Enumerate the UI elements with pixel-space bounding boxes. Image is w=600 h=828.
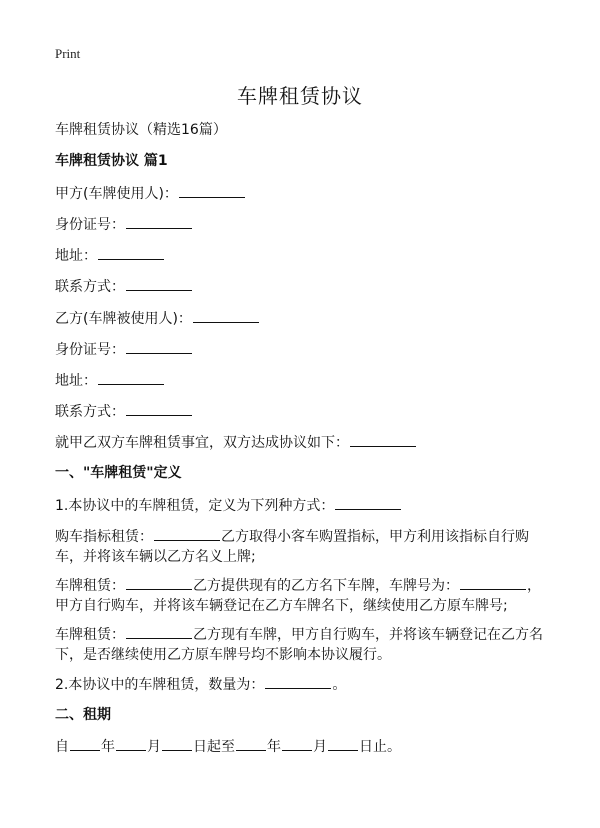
party-b-blank xyxy=(193,308,259,323)
indicator-rental-label: 购车指标租赁： xyxy=(55,529,153,545)
clause-plate-rental-2 xyxy=(55,624,547,665)
indicator-rental-text: 乙方取得小客车购置指标，甲方利用该指标自行购车，并将该车辆以乙方名义上牌; xyxy=(55,529,529,565)
end-month-blank xyxy=(282,736,312,751)
start-year-blank xyxy=(70,736,100,751)
clause-1-text: 1.本协议中的车牌租赁，定义为下列种方式： xyxy=(55,498,335,514)
term-month-2: 月 xyxy=(313,739,327,755)
start-month-blank xyxy=(116,736,146,751)
clause-indicator-rental xyxy=(55,526,547,567)
party-b-label: 乙方(车牌被使用人)： xyxy=(55,311,192,327)
print-link[interactable]: Print xyxy=(55,46,81,61)
plate-number-blank xyxy=(460,575,526,590)
term-from: 自 xyxy=(55,739,69,755)
party-a-line xyxy=(55,183,555,204)
contact-a-blank xyxy=(126,276,192,291)
term-line xyxy=(55,736,555,757)
heading-term: 二、租期 xyxy=(55,707,111,723)
addr-a-blank xyxy=(98,245,164,260)
section-heading: 车牌租赁协议 篇1 xyxy=(55,153,168,169)
clause-2-line xyxy=(55,674,555,695)
intro-blank xyxy=(350,432,416,447)
document-subtitle: 车牌租赁协议（精选16篇） xyxy=(55,122,227,138)
end-year-blank xyxy=(236,736,266,751)
addr-b-blank xyxy=(98,370,164,385)
plate-rental-2-text: 乙方现有车牌，甲方自行购车，并将该车辆登记在乙方名下，是否继续使用乙方原车牌号均不影响本协议履行。 xyxy=(55,627,543,663)
intro-line xyxy=(55,432,555,453)
contact-b-label: 联系方式： xyxy=(55,404,125,420)
clause-2-text: 2.本协议中的车牌租赁，数量为： xyxy=(55,677,265,693)
contact-a-label: 联系方式： xyxy=(55,279,125,295)
term-year-2: 年 xyxy=(267,739,281,755)
id-b-line xyxy=(55,339,555,360)
id-a-line xyxy=(55,214,555,235)
clause-1-blank xyxy=(335,495,401,510)
addr-a-label: 地址： xyxy=(55,248,97,264)
term-year-1: 年 xyxy=(101,739,115,755)
id-a-label: 身份证号： xyxy=(55,217,125,233)
indicator-rental-blank xyxy=(154,526,220,541)
plate-rental-1-tail: ，甲方自行购车，并将该车辆登记在乙方车牌名下，继续使用乙方原车牌号; xyxy=(55,578,541,614)
party-b-line xyxy=(55,308,555,329)
contact-b-blank xyxy=(126,401,192,416)
plate-rental-2-blank xyxy=(126,624,192,639)
clause-plate-rental-1 xyxy=(55,575,547,616)
plate-rental-1-text: 乙方提供现有的乙方名下车牌，车牌号为： xyxy=(193,578,459,594)
term-day-2: 日止。 xyxy=(359,739,401,755)
id-a-blank xyxy=(126,214,192,229)
plate-rental-2-label: 车牌租赁： xyxy=(55,627,125,643)
start-day-blank xyxy=(162,736,192,751)
plate-rental-1-blank xyxy=(126,575,192,590)
id-b-blank xyxy=(126,339,192,354)
addr-b-label: 地址： xyxy=(55,373,97,389)
contact-a-line xyxy=(55,276,555,297)
document-title: 车牌租赁协议 xyxy=(237,84,363,108)
addr-b-line xyxy=(55,370,555,391)
party-a-blank xyxy=(179,183,245,198)
addr-a-line xyxy=(55,245,555,266)
plate-rental-1-label: 车牌租赁： xyxy=(55,578,125,594)
term-day-1: 日起至 xyxy=(193,739,235,755)
end-day-blank xyxy=(328,736,358,751)
contact-b-line xyxy=(55,401,555,422)
quantity-blank xyxy=(265,674,331,689)
party-a-label: 甲方(车牌使用人)： xyxy=(55,186,178,202)
clause-1-line xyxy=(55,495,555,516)
clause-2-end: 。 xyxy=(332,677,347,693)
intro-text: 就甲乙双方车牌租赁事宜，双方达成协议如下： xyxy=(55,435,349,451)
heading-definition: 一、"车牌租赁"定义 xyxy=(55,465,182,481)
term-month-1: 月 xyxy=(147,739,161,755)
id-b-label: 身份证号： xyxy=(55,342,125,358)
